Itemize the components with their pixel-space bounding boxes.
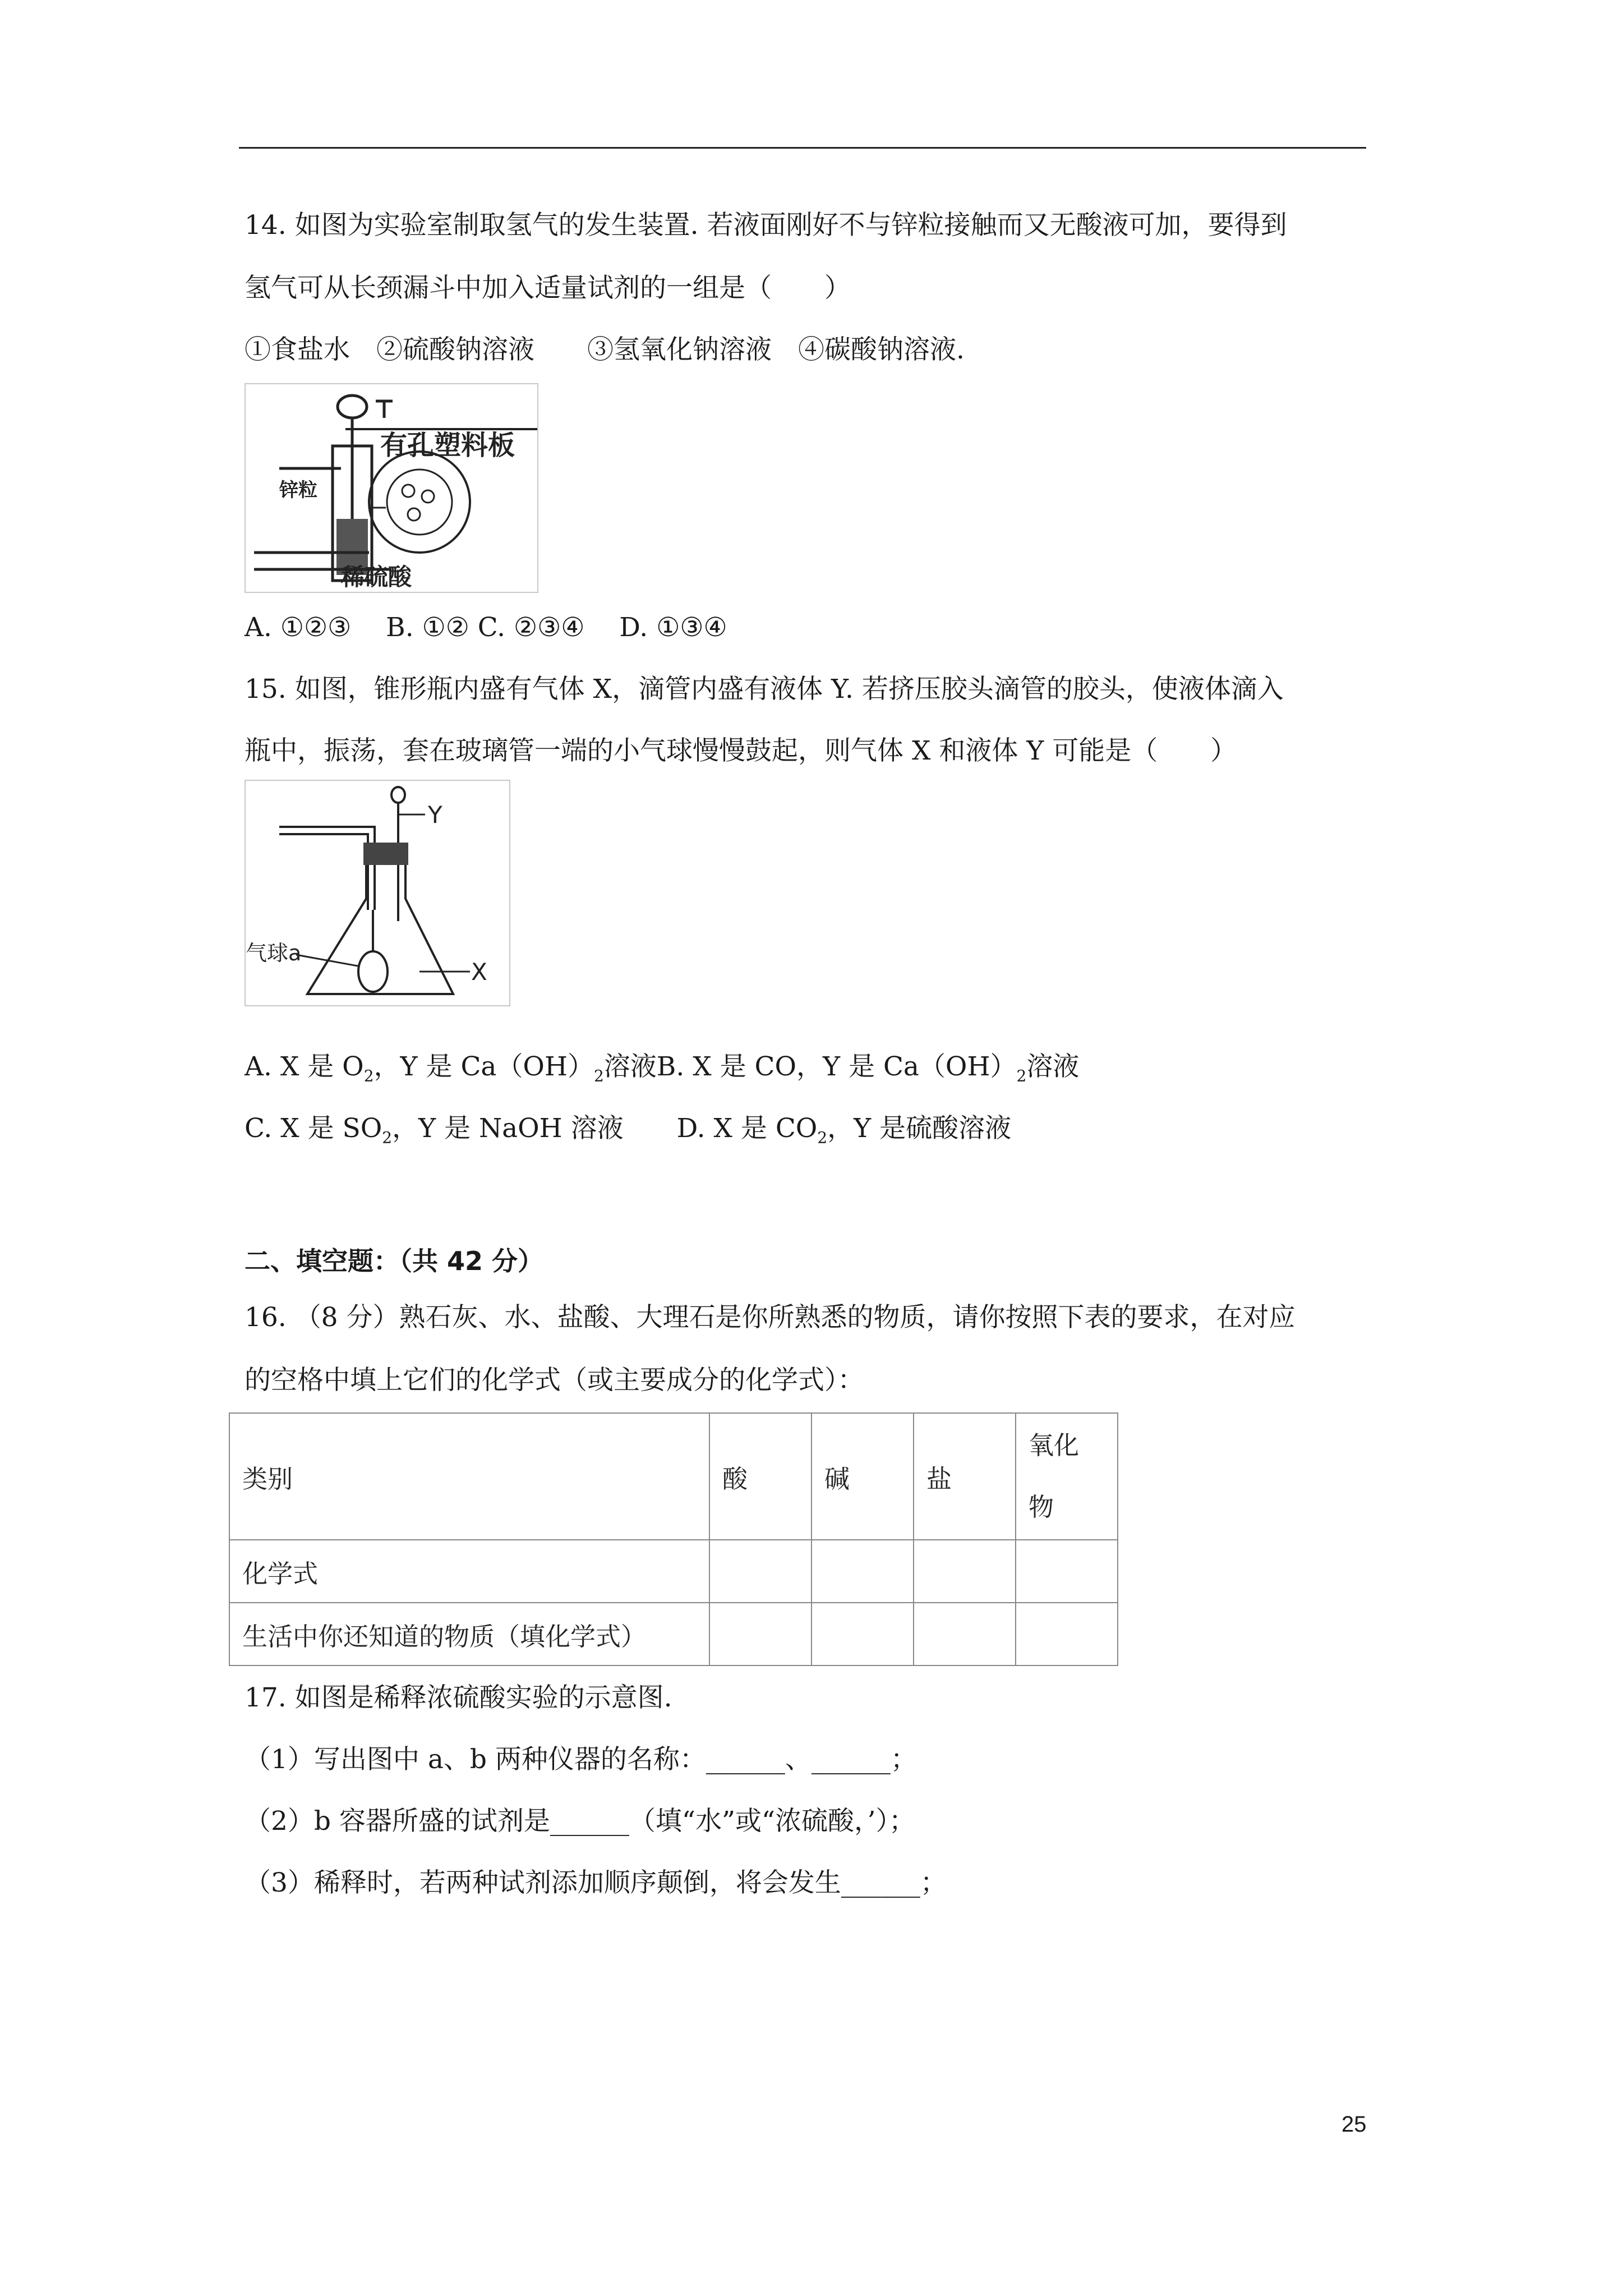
q17-line1: 17. 如图是稀释浓硫酸实验的示意图. [245, 1682, 672, 1713]
table-header-row [229, 1413, 1118, 1540]
q15-opt-a: A. X 是 O [245, 1051, 364, 1082]
flask-balloon-figure [245, 780, 510, 1006]
q15-opt-d-sub: 2 [817, 1128, 828, 1147]
page-number: 25 [1341, 2112, 1367, 2137]
q15-opt-c-end: ，Y 是 NaOH 溶液 [392, 1113, 624, 1144]
q15-line1: 15. 如图，锥形瓶内盛有气体 X，滴管内盛有液体 Y. 若挤压胶头滴管的胶头，使液体滴入 [245, 674, 1284, 705]
q15-opt-c-sub: 2 [382, 1128, 393, 1147]
header-oxide-line2: 物 [1029, 1492, 1054, 1522]
header-oxide-line1: 氧化 [1029, 1430, 1080, 1460]
label-balloon: 气球a [246, 941, 302, 965]
blank-cell [709, 1603, 811, 1665]
section-heading: 二、填空题：（共 42 分） [245, 1246, 544, 1276]
q17-line2: （1）写出图中 a、b 两种仪器的名称：______、______； [245, 1744, 917, 1775]
q15-line2: 瓶中，振荡，套在玻璃管一端的小气球慢慢鼓起，则气体 X 和液体 Y 可能是（ ） [245, 735, 1237, 766]
header-category: 类别 [229, 1413, 709, 1540]
header-base: 碱 [811, 1413, 914, 1540]
q15-opt-a-sub2: 2 [593, 1066, 604, 1085]
blank-cell [914, 1603, 1016, 1665]
row-life-substance-label: 生活中你还知道的物质（填化学式） [229, 1603, 709, 1665]
q16-line1: 16. （8 分）熟石灰、水、盐酸、大理石是你所熟悉的物质，请你按照下表的要求，在对应 [245, 1302, 1295, 1333]
chemical-formula-table [229, 1412, 1118, 1666]
label-zinc: 锌粒 [279, 479, 317, 501]
table-row [229, 1540, 1118, 1603]
header-salt: 盐 [914, 1413, 1016, 1540]
q15-options-ab [245, 1053, 1079, 1084]
q15-opt-b-end: 溶液 [1026, 1051, 1080, 1082]
blank-cell [709, 1540, 811, 1603]
row-formula-label: 化学式 [229, 1540, 709, 1603]
label-x: X [471, 958, 487, 986]
blank-cell [811, 1603, 914, 1665]
table-row [229, 1603, 1118, 1665]
q15-opt-a-sub: 2 [363, 1066, 374, 1085]
q15-options-cd [245, 1115, 1011, 1145]
q16-line2: 的空格中填上它们的化学式（或主要成分的化学式）： [245, 1365, 864, 1396]
blank-cell [1016, 1540, 1118, 1603]
blank-cell [914, 1540, 1016, 1603]
q14-line1: 14. 如图为实验室制取氢气的发生装置. 若液面刚好不与锌粒接触而又无酸液可加，要得到 [245, 210, 1287, 241]
q17-line3: （2）b 容器所盛的试剂是______（填“水”或“浓硫酸，’）； [245, 1806, 915, 1837]
q17-line4: （3）稀释时，若两种试剂添加顺序颠倒，将会发生______； [245, 1867, 947, 1898]
q14-line2: 氢气可从长颈漏斗中加入适量试剂的一组是（ ） [245, 273, 851, 303]
q14-options: A. ①②③ B. ①② C. ②③④ D. ①③④ [245, 612, 727, 643]
q15-opt-b-sub: 2 [1016, 1066, 1027, 1085]
header-oxide [1016, 1413, 1118, 1540]
q15-opt-a-mid: ，Y 是 Ca（OH） [374, 1051, 594, 1082]
blank-cell [1016, 1603, 1118, 1665]
hydrogen-apparatus-figure [245, 383, 538, 593]
q15-opt-a-end: 溶液 [603, 1051, 657, 1082]
q15-opt-d-end: ，Y 是硫酸溶液 [827, 1113, 1012, 1144]
label-y: Y [428, 801, 442, 829]
blank-cell [811, 1540, 914, 1603]
header-rule [239, 147, 1366, 149]
header-acid: 酸 [709, 1413, 811, 1540]
q14-line3: ①食盐水 ②硫酸钠溶液 ③氢氧化钠溶液 ④碳酸钠溶液. [245, 334, 965, 365]
q15-opt-d: D. X 是 CO [676, 1113, 818, 1144]
q15-opt-b: B. X 是 CO，Y 是 Ca（OH） [656, 1051, 1017, 1082]
label-dilute-acid: 稀硫酸 [341, 563, 412, 591]
label-perforated-plate: 有孔塑料板 [380, 430, 515, 461]
q15-opt-c: C. X 是 SO [245, 1113, 382, 1144]
